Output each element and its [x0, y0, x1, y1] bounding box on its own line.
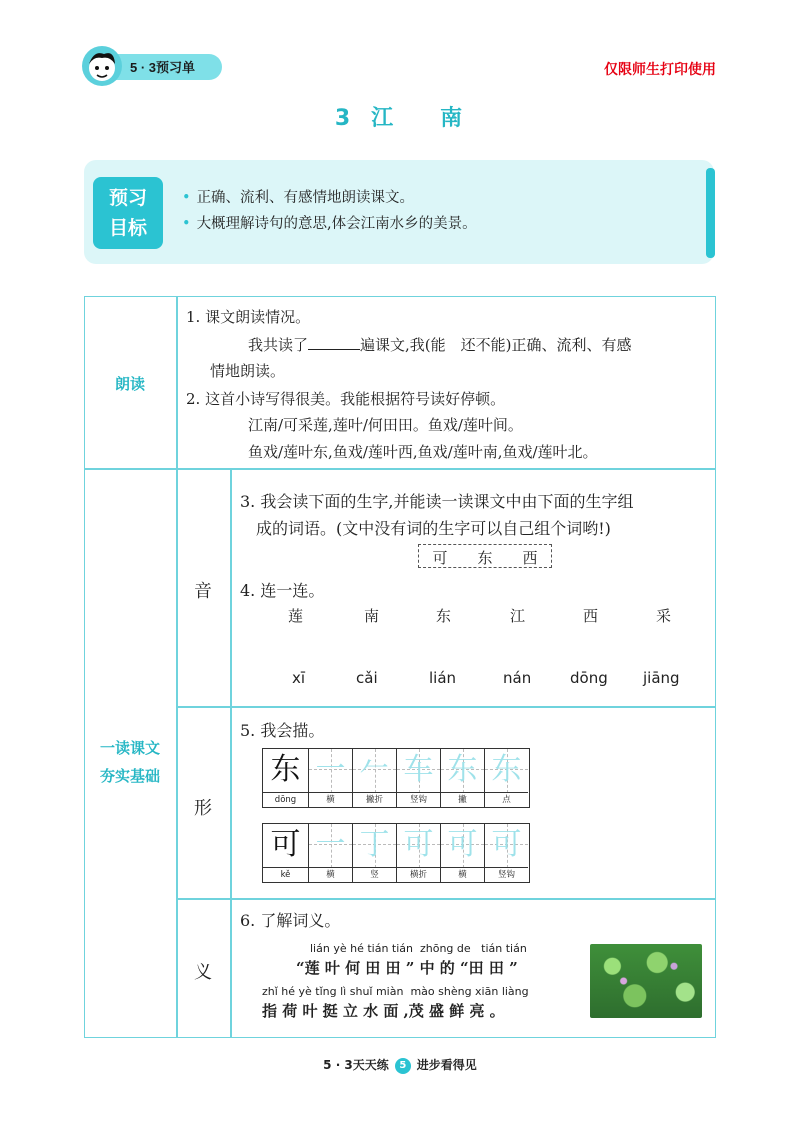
- goals-panel-edge: [706, 168, 715, 258]
- page-number: 5: [395, 1058, 411, 1074]
- match-char[interactable]: 东: [436, 607, 452, 625]
- title-char-1: 江: [371, 106, 397, 131]
- lotus-pond-photo: [590, 944, 702, 1018]
- sub-column-divider: [230, 468, 232, 1038]
- q2-line1: 江南/可采莲,莲叶/何田田。鱼戏/莲叶间。: [248, 416, 523, 434]
- q1-suffix: 遍课文,我(能 还不能)正确、流利、有感: [360, 336, 632, 354]
- q1-title: 1. 课文朗读情况。: [186, 308, 311, 326]
- model-pinyin: kě: [263, 867, 308, 882]
- reading-count-blank[interactable]: [308, 335, 360, 350]
- trace-char[interactable]: 东: [447, 752, 478, 787]
- q1-line2: 情地朗读。: [210, 362, 286, 380]
- trace-char[interactable]: 东: [491, 752, 522, 787]
- trace-char[interactable]: 𠂉: [359, 752, 390, 787]
- tracing-grid-ke: [262, 823, 530, 883]
- line1-pinyin: lián yè hé tián tián zhōng de tián tián: [310, 942, 527, 955]
- q3-chars: 可 东 西: [432, 549, 538, 567]
- trace-cell[interactable]: [309, 749, 353, 807]
- match-char[interactable]: 江: [510, 607, 526, 625]
- model-char: 东: [270, 752, 301, 787]
- goals-label-line2: 目标: [108, 217, 147, 239]
- tracing-grid-dong: [262, 748, 530, 808]
- label-meaning: 义: [194, 962, 212, 983]
- category-basics: [84, 734, 176, 790]
- brand-label: 5 · 3预习单: [130, 60, 196, 75]
- trace-char[interactable]: 一: [315, 752, 346, 787]
- print-note: 仅限师生打印使用: [604, 62, 716, 78]
- match-char[interactable]: 南: [364, 607, 380, 625]
- goals-label: [93, 177, 163, 249]
- footer-left: 5 · 3天天练: [323, 1058, 389, 1072]
- stroke-name: 竖钩: [485, 867, 528, 882]
- row-divider: [176, 706, 716, 708]
- stroke-name: 横: [441, 867, 484, 882]
- trace-char[interactable]: 可: [447, 827, 478, 862]
- trace-cell[interactable]: [309, 824, 353, 882]
- model-pinyin: dōng: [263, 792, 308, 807]
- label-sound: 音: [194, 581, 212, 602]
- footer: [0, 1056, 800, 1074]
- q3-line2: 成的词语。(文中没有词的生字可以自己组个词哟!): [256, 519, 611, 538]
- trace-char[interactable]: 丁: [359, 827, 390, 862]
- meaning-line1: “莲 叶 何 田 田 ” 中 的 “田 田 ”: [296, 959, 518, 977]
- goal-text: 大概理解诗句的意思,体会江南水乡的美景。: [196, 216, 477, 232]
- model-cell: [263, 824, 309, 882]
- category-reading: 朗读: [114, 375, 145, 393]
- trace-cell[interactable]: [441, 824, 485, 882]
- page-title: [0, 101, 800, 132]
- goal-text: 正确、流利、有感情地朗读课文。: [196, 190, 415, 206]
- q1-prefix: 我共读了: [248, 336, 309, 354]
- q2-line2: 鱼戏/莲叶东,鱼戏/莲叶西,鱼戏/莲叶南,鱼戏/莲叶北。: [248, 443, 598, 461]
- stroke-name: 横折: [397, 867, 440, 882]
- match-pinyin[interactable]: cǎi: [356, 669, 378, 687]
- stroke-name: 横: [309, 867, 352, 882]
- match-pinyin[interactable]: xī: [292, 669, 306, 687]
- title-char-2: 南: [440, 106, 466, 131]
- goal-item: • 正确、流利、有感情地朗读课文。: [182, 190, 415, 206]
- match-pinyin[interactable]: nán: [503, 669, 532, 687]
- stroke-name: 横: [309, 792, 352, 807]
- column-divider: [176, 296, 178, 1038]
- q3-line1: 3. 我会读下面的生字,并能读一读课文中由下面的生字组: [240, 492, 634, 511]
- goals-label-line1: 预习: [108, 187, 147, 209]
- goals-list: [182, 185, 477, 237]
- model-cell: [263, 749, 309, 807]
- trace-cell[interactable]: [397, 749, 441, 807]
- q2-title: 2. 这首小诗写得很美。我能根据符号读好停顿。: [186, 390, 506, 408]
- match-pinyin[interactable]: jiāng: [643, 669, 680, 687]
- stroke-name: 竖钩: [397, 792, 440, 807]
- stroke-name: 点: [485, 792, 528, 807]
- q4-title: 4. 连一连。: [240, 581, 325, 600]
- trace-cell[interactable]: [397, 824, 441, 882]
- lesson-number: 3: [334, 106, 354, 131]
- trace-char[interactable]: 可: [491, 827, 522, 862]
- stroke-name: 撇折: [353, 792, 396, 807]
- cartoon-avatar-icon: [82, 46, 122, 86]
- q6-title: 6. 了解词义。: [240, 911, 341, 930]
- label-shape: 形: [194, 798, 212, 819]
- stroke-name: 竖: [353, 867, 396, 882]
- trace-cell[interactable]: [353, 824, 397, 882]
- trace-cell[interactable]: [441, 749, 485, 807]
- line2-pinyin: zhǐ hé yè tǐng lì shuǐ miàn mào shèng xiān liàng: [262, 985, 529, 998]
- q5-title: 5. 我会描。: [240, 721, 325, 740]
- stroke-name: 撇: [441, 792, 484, 807]
- row-divider: [84, 468, 716, 470]
- meaning-line2: 指 荷 叶 挺 立 水 面 ,茂 盛 鲜 亮 。: [262, 1002, 505, 1020]
- trace-cell[interactable]: [485, 749, 528, 807]
- match-char[interactable]: 采: [656, 607, 672, 625]
- category-basics-line2: 夯实基础: [99, 767, 160, 785]
- match-char[interactable]: 西: [583, 607, 599, 625]
- footer-right: 进步看得见: [416, 1058, 477, 1072]
- match-pinyin[interactable]: dōng: [570, 669, 608, 687]
- category-basics-line1: 一读课文: [99, 739, 160, 757]
- match-pinyin[interactable]: lián: [429, 669, 457, 687]
- model-char: 可: [270, 827, 301, 862]
- q1-line1: [248, 334, 632, 355]
- trace-char[interactable]: 可: [403, 827, 434, 862]
- goal-item: • 大概理解诗句的意思,体会江南水乡的美景。: [182, 216, 477, 232]
- trace-char[interactable]: 一: [315, 827, 346, 862]
- row-divider: [176, 898, 716, 900]
- match-char[interactable]: 莲: [288, 607, 304, 625]
- trace-char[interactable]: 车: [403, 752, 434, 787]
- trace-cell[interactable]: [353, 749, 397, 807]
- trace-cell[interactable]: [485, 824, 528, 882]
